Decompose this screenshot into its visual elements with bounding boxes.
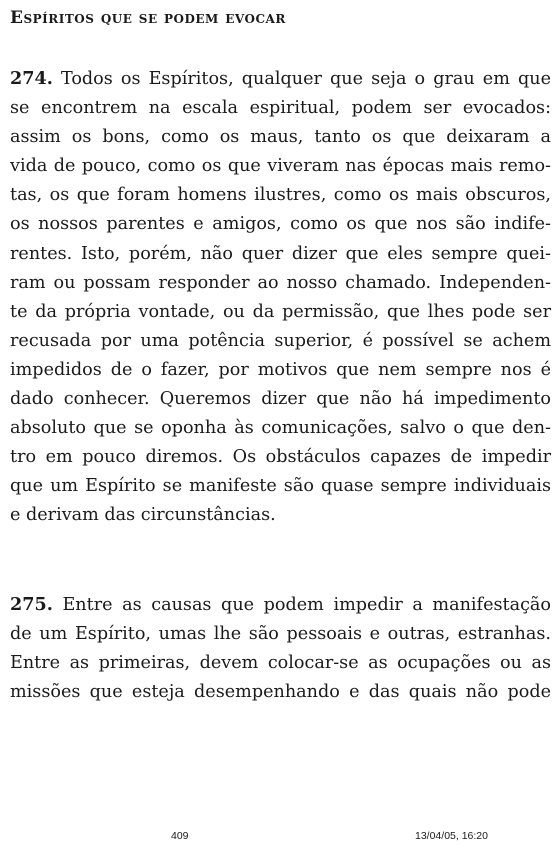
section-heading: Espíritos que se podem evocar xyxy=(10,8,286,28)
paragraph-line xyxy=(10,64,551,94)
paragraph-line: missões que esteja desempenhando e das quais não pode xyxy=(10,682,551,703)
paragraph-line: que um Espírito se manifeste são quase sempre individuais xyxy=(10,476,551,497)
paragraph-line: os nossos parentes e amigos, como os que nos são indife- xyxy=(10,214,551,235)
paragraph-line: se encontrem na escala espiritual, podem ser evocados: xyxy=(10,98,551,119)
paragraph-line xyxy=(10,590,551,620)
paragraph-274 xyxy=(10,64,551,531)
paragraph-line: e derivam das circunstâncias. xyxy=(10,505,276,526)
paragraph-line: tas, os que foram homens ilustres, como os mais obscuros, xyxy=(10,185,551,206)
paragraph-line: de um Espírito, umas lhe são pessoais e outras, estranhas. xyxy=(10,624,551,645)
paragraph-275 xyxy=(10,590,551,707)
paragraph-line: te da própria vontade, ou da permissão, que lhes pode ser xyxy=(10,301,551,322)
paragraph-line: tro em pouco diremos. Os obstáculos capazes de impedir xyxy=(10,447,551,468)
paragraph-line: Entre as primeiras, devem colocar-se as ocupações ou as xyxy=(10,653,551,674)
paragraph-line: impedidos de o fazer, por motivos que nem sempre nos é xyxy=(10,359,551,380)
paragraph-line: dado conhecer. Queremos dizer que não há impedimento xyxy=(10,389,551,410)
paragraph-line-text: Entre as causas que podem impedir a manifestação xyxy=(62,595,552,615)
paragraph-number: 275. xyxy=(10,594,53,615)
paragraph-line: ram ou possam responder ao nosso chamado. Independen- xyxy=(10,272,551,293)
paragraph-number: 274. xyxy=(10,68,53,89)
paragraph-line-text: Todos os Espíritos, qualquer que seja o grau em que xyxy=(60,69,551,89)
paragraph-line: absoluto que se oponha às comunicações, salvo o que den- xyxy=(10,418,551,439)
paragraph-line: recusada por uma potência superior, é possível se achem xyxy=(10,330,551,351)
print-timestamp: 13/04/05, 16:20 xyxy=(415,830,488,842)
paragraph-line: vida de pouco, como os que viveram nas épocas mais remo- xyxy=(10,156,551,177)
paragraph-line: rentes. Isto, porém, não quer dizer que eles sempre quei- xyxy=(10,243,551,264)
paragraph-line: assim os bons, como os maus, tanto os que deixaram a xyxy=(10,127,551,148)
page-number: 409 xyxy=(171,830,189,842)
